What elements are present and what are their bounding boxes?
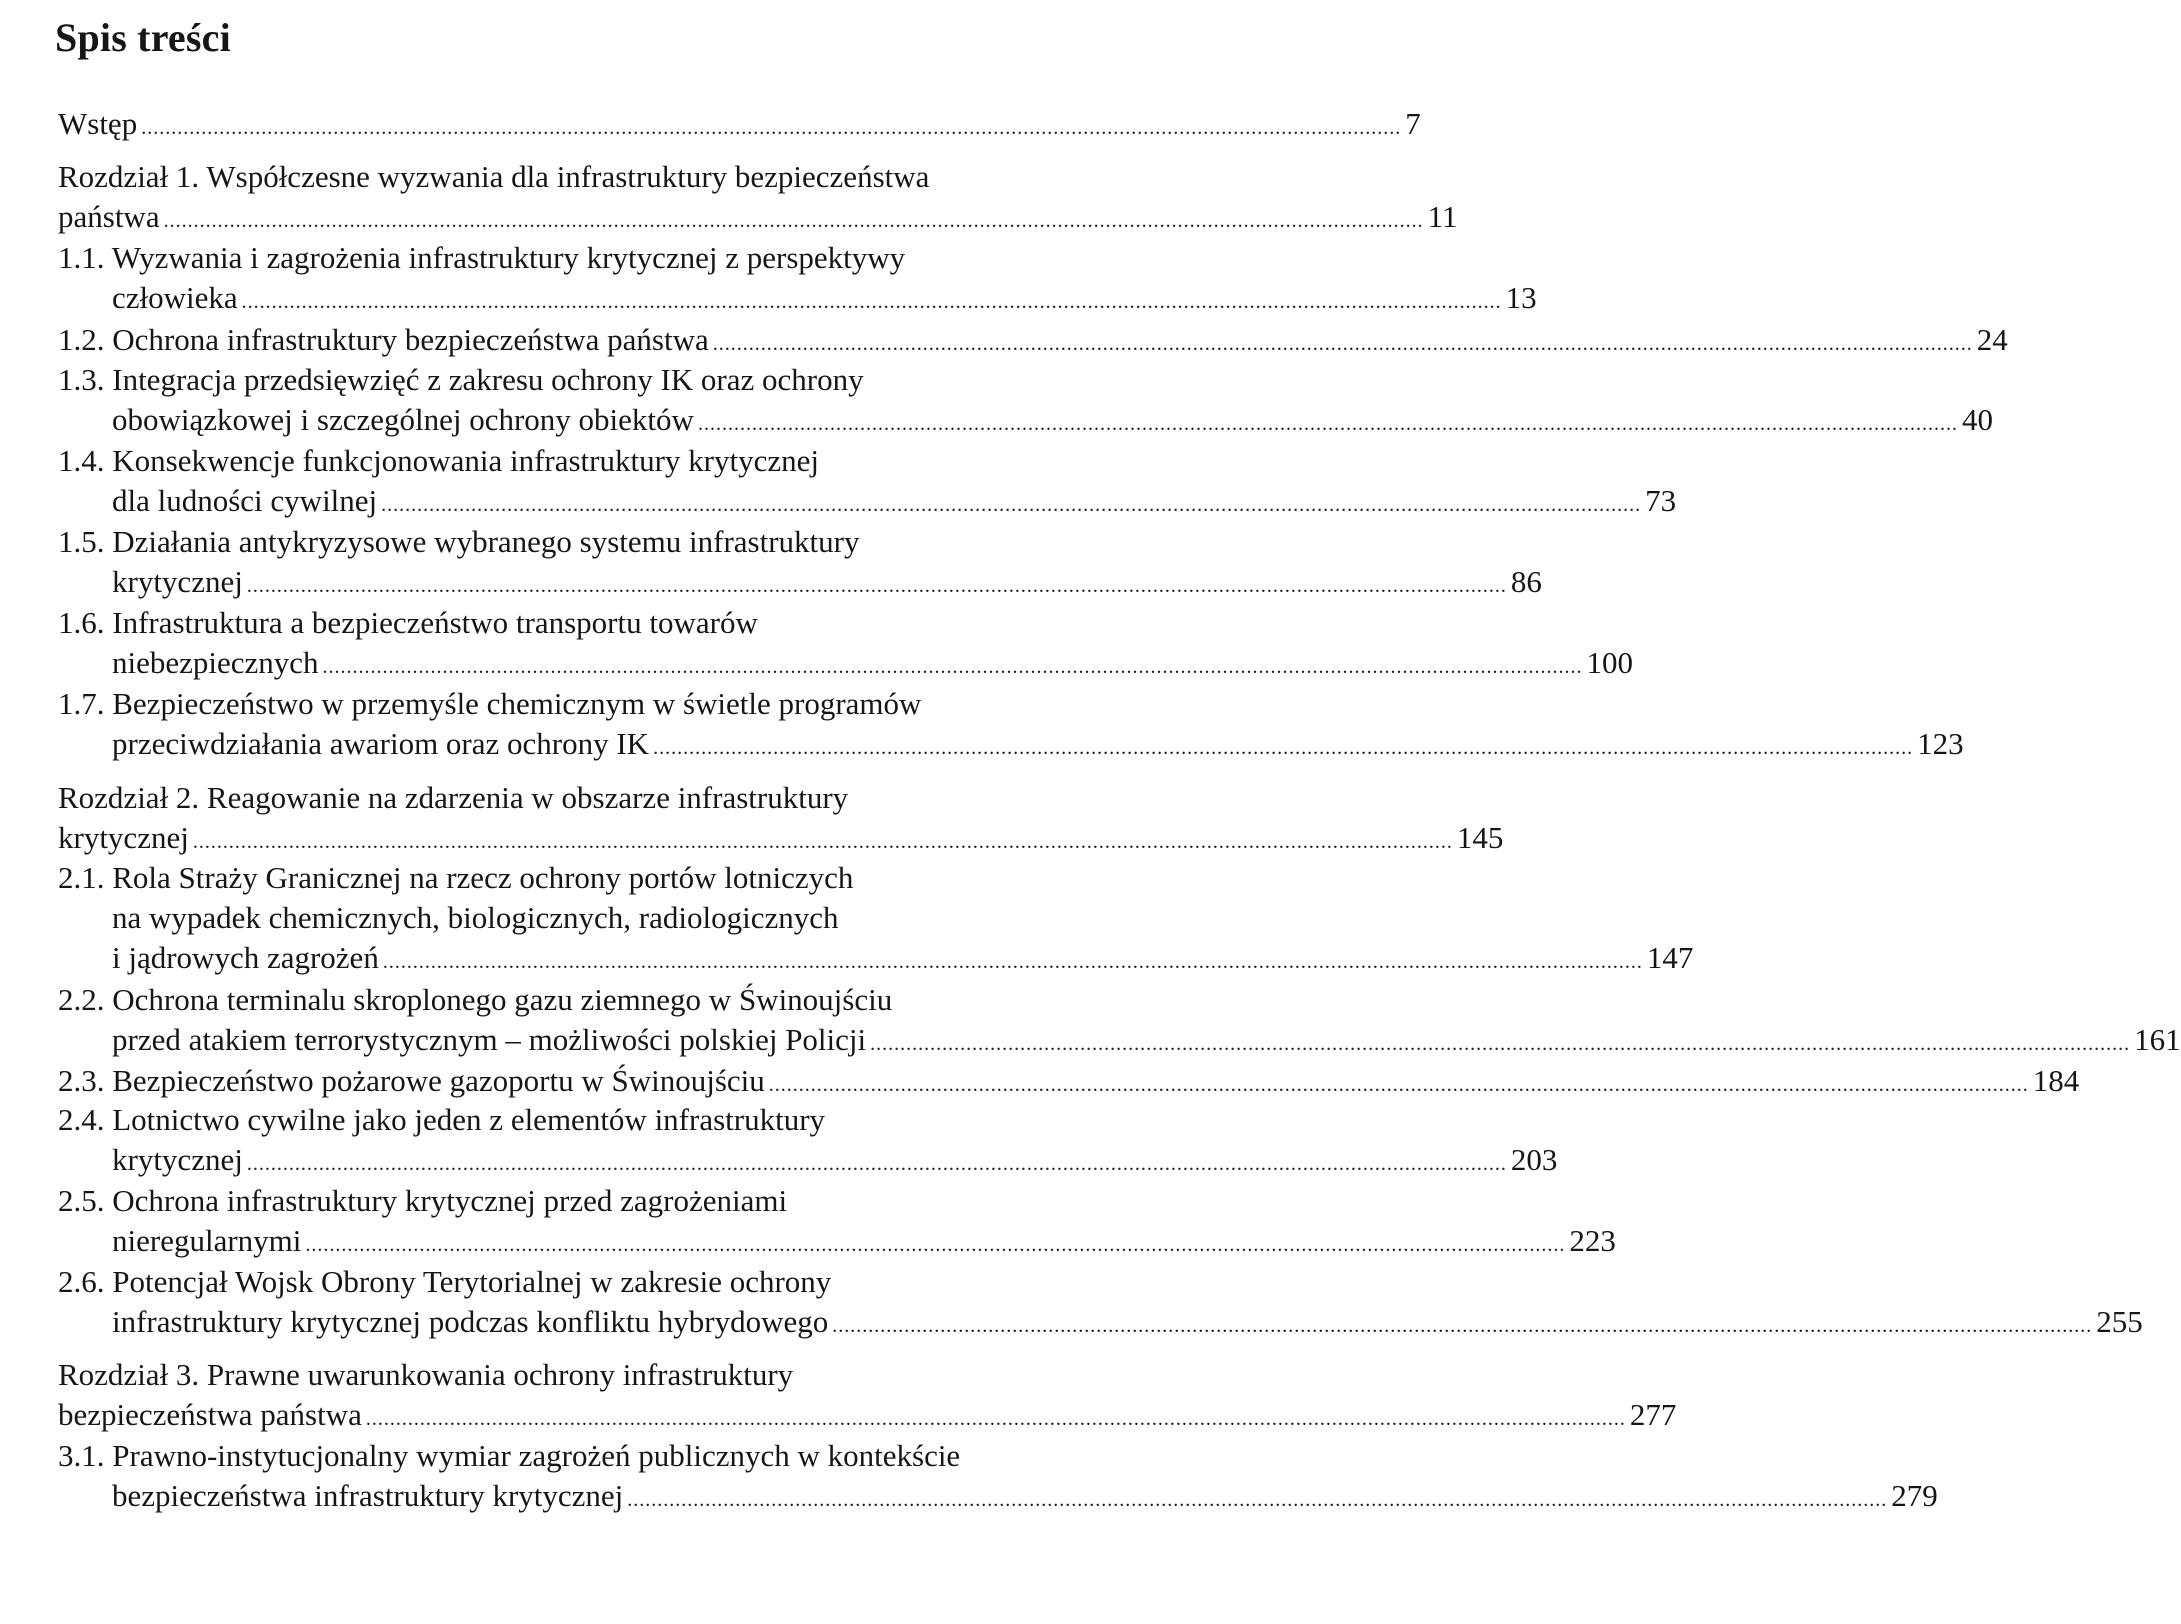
toc-page-number: 123: [1917, 726, 1964, 761]
toc-chapter-line: Rozdział 3. Prawne uwarunkowania ochrony infrastruktury: [58, 1357, 794, 1392]
toc-entry-title: człowieka: [112, 280, 238, 315]
toc-section-line: [112, 562, 1542, 602]
toc-page-number: 277: [1629, 1397, 1677, 1432]
page-title: Spis treści: [55, 15, 231, 60]
toc-section-line: [112, 1020, 2181, 1060]
toc-entry-title: krytycznej: [112, 564, 243, 599]
toc-dot-leader: ..................................................................................................................................................................................................................: [832, 1315, 2093, 1337]
toc-section-line: [112, 278, 1537, 318]
toc-entry-title: infrastruktury krytycznej podczas konfliktu hybrydowego: [112, 1304, 829, 1339]
toc-section-line: 1.7. Bezpieczeństwo w przemyśle chemicznym w świetle programów: [58, 686, 922, 721]
toc-section-line: 1.1. Wyzwania i zagrożenia infrastruktury krytycznej z perspektywy: [58, 240, 906, 275]
toc-section-line: [112, 1140, 1558, 1180]
toc-chapter-line: Rozdział 2. Reagowanie na zdarzenia w obszarze infrastruktury: [58, 780, 849, 815]
toc-entry-title: 1.2. Ochrona infrastruktury bezpieczeństwa państwa: [58, 322, 709, 357]
toc-entry-title: nieregularnymi: [112, 1223, 302, 1258]
toc-chapter-line: [58, 1395, 1677, 1435]
toc-section-line: 2.4. Lotnictwo cywilne jako jeden z elementów infrastruktury: [58, 1102, 826, 1137]
toc-section-line: [112, 938, 1694, 978]
toc-page-number: 7: [1405, 106, 1421, 141]
toc-dot-leader: ..................................................................................................................................................................................................................: [365, 1408, 1626, 1430]
toc-dot-leader: ..................................................................................................................................................................................................................: [246, 1153, 1507, 1175]
toc-page-number: 100: [1586, 645, 1634, 680]
toc-page-number: 255: [2096, 1304, 2143, 1339]
toc-entry-title: krytycznej: [112, 1142, 243, 1177]
toc-dot-leader: ..................................................................................................................................................................................................................: [382, 951, 1643, 973]
toc-page-number: 184: [2032, 1063, 2080, 1098]
toc-entry-title: krytycznej: [58, 820, 189, 855]
toc-section-line: 2.2. Ochrona terminalu skroplonego gazu ziemnego w Świnoujściu: [58, 982, 893, 1017]
toc-dot-leader: ..................................................................................................................................................................................................................: [192, 831, 1453, 853]
toc-section-line: 2.1. Rola Straży Granicznej na rzecz ochrony portów lotniczych: [58, 860, 854, 895]
toc-entry-title: bezpieczeństwa infrastruktury krytycznej: [112, 1478, 624, 1513]
toc-page-number: 24: [1976, 322, 2008, 357]
toc-entry-title: Wstęp: [58, 106, 138, 141]
toc-page-number: 13: [1505, 280, 1537, 315]
toc-section-line: [112, 481, 1677, 521]
toc-page-number: 147: [1646, 940, 1694, 975]
toc-entry-title: bezpieczeństwa państwa: [58, 1397, 362, 1432]
toc-dot-leader: ..................................................................................................................................................................................................................: [627, 1489, 1888, 1511]
toc-section-line: 2.6. Potencjał Wojsk Obrony Terytorialnej w zakresie ochrony: [58, 1264, 832, 1299]
toc-dot-leader: ..................................................................................................................................................................................................................: [163, 210, 1424, 232]
toc-dot-leader: ..................................................................................................................................................................................................................: [768, 1074, 2029, 1096]
toc-section-line: [58, 1061, 2080, 1101]
toc-entry-title: przed atakiem terrorystycznym – możliwości polskiej Policji: [112, 1022, 867, 1057]
toc-section-line: [112, 400, 1993, 440]
toc-entry-title: i jądrowych zagrożeń: [112, 940, 379, 975]
toc-page-number: 145: [1456, 820, 1504, 855]
toc-chapter-line: [58, 104, 1421, 144]
toc-dot-leader: ..................................................................................................................................................................................................................: [697, 413, 1958, 435]
toc-chapter-line: Rozdział 1. Współczesne wyzwania dla infrastruktury bezpieczeństwa: [58, 159, 930, 194]
toc-dot-leader: ..................................................................................................................................................................................................................: [141, 117, 1402, 139]
toc-section-line: [112, 724, 1964, 764]
toc-entry-title: niebezpiecznych: [112, 645, 319, 680]
toc-section-line: [112, 1302, 2143, 1342]
toc-section-line: 1.5. Działania antykryzysowe wybranego systemu infrastruktury: [58, 524, 860, 559]
toc-dot-leader: ..................................................................................................................................................................................................................: [246, 575, 1507, 597]
toc-dot-leader: ..................................................................................................................................................................................................................: [322, 656, 1583, 678]
toc-entry-title: państwa: [58, 199, 160, 234]
toc-entry-title: dla ludności cywilnej: [112, 483, 378, 518]
toc-section-line: 1.4. Konsekwencje funkcjonowania infrastruktury krytycznej: [58, 443, 819, 478]
toc-chapter-line: [58, 818, 1504, 858]
toc-page-number: 73: [1645, 483, 1677, 518]
toc-section-line: [112, 1221, 1616, 1261]
toc-section-line: [58, 320, 2008, 360]
toc-dot-leader: ..................................................................................................................................................................................................................: [241, 291, 1502, 313]
toc-page-number: 40: [1961, 402, 1993, 437]
toc-chapter-line: [58, 197, 1458, 237]
toc-section-line: [112, 643, 1634, 683]
toc-page-number: 86: [1510, 564, 1542, 599]
toc-section-line: 2.5. Ochrona infrastruktury krytycznej przed zagrożeniami: [58, 1183, 788, 1218]
toc-page-number: 279: [1891, 1478, 1938, 1513]
toc-page-number: 161: [2134, 1022, 2181, 1057]
toc-section-line: [112, 1476, 1938, 1516]
toc-entry-title: 2.3. Bezpieczeństwo pożarowe gazoportu w Świnoujściu: [58, 1063, 765, 1098]
toc-page-number: 223: [1569, 1223, 1616, 1258]
toc-section-line: 3.1. Prawno-instytucjonalny wymiar zagrożeń publicznych w kontekście: [58, 1438, 961, 1473]
toc-section-line: 1.6. Infrastruktura a bezpieczeństwo transportu towarów: [58, 605, 758, 640]
toc-dot-leader: ..................................................................................................................................................................................................................: [381, 494, 1642, 516]
toc-dot-leader: ..................................................................................................................................................................................................................: [870, 1033, 2131, 1055]
toc-section-line: na wypadek chemicznych, biologicznych, radiologicznych: [112, 900, 839, 935]
toc-page-number: 11: [1427, 199, 1458, 234]
toc-dot-leader: ..................................................................................................................................................................................................................: [305, 1234, 1566, 1256]
toc-entry-title: obowiązkowej i szczególnej ochrony obiektów: [112, 402, 694, 437]
toc-page-number: 203: [1510, 1142, 1558, 1177]
toc-section-line: 1.3. Integracja przedsięwzięć z zakresu ochrony IK oraz ochrony: [58, 362, 864, 397]
toc-dot-leader: ..................................................................................................................................................................................................................: [653, 737, 1914, 759]
toc-dot-leader: ..................................................................................................................................................................................................................: [712, 333, 1973, 355]
toc-entry-title: przeciwdziałania awariom oraz ochrony IK: [112, 726, 650, 761]
